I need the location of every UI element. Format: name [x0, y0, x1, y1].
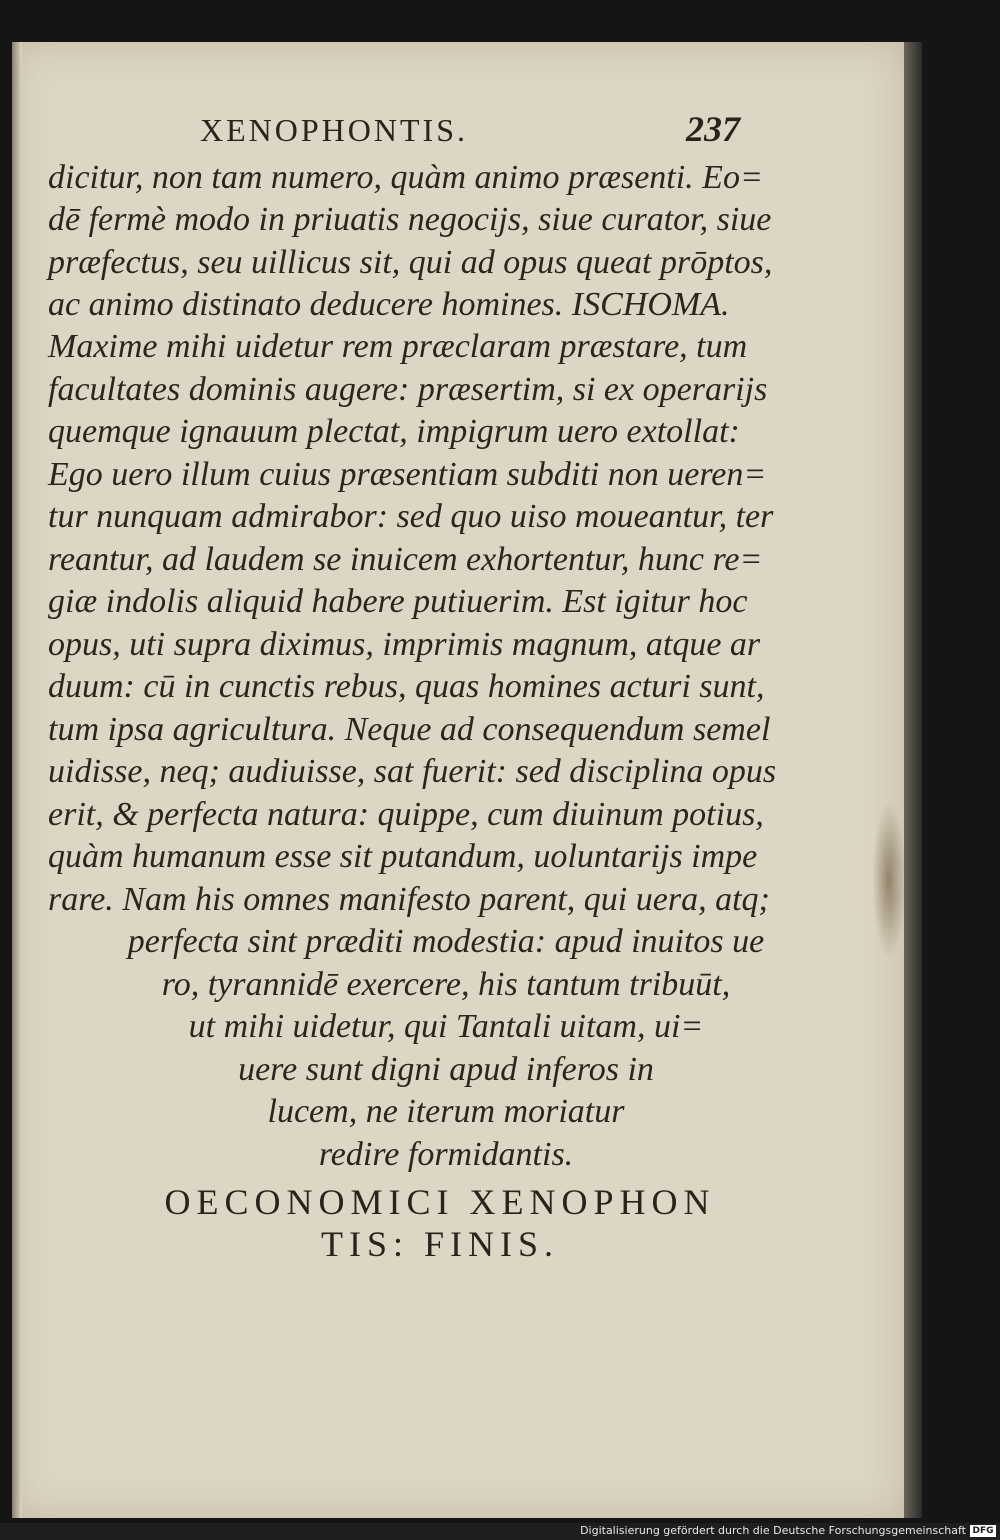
page-gutter	[12, 42, 22, 1518]
text-line: quemque ignauum plectat, impigrum uero extollat:	[48, 413, 740, 450]
dfg-logo-icon: DFG	[970, 1525, 996, 1537]
text-line: tum ipsa agricultura. Neque ad consequendum semel	[48, 711, 771, 748]
text-line: rare. Nam his omnes manifesto parent, qui uera, atq;	[48, 881, 770, 918]
funding-credit: Digitalisierung gefördert durch die Deutsche Forschungsgemeinschaft	[580, 1524, 966, 1537]
running-header	[200, 109, 740, 156]
text-line: opus, uti supra diximus, imprimis magnum, atque ar	[48, 626, 761, 663]
text-line: ac animo distinato deducere homines. ISCHOMA.	[48, 286, 730, 323]
text-line: dē fermè modo in priuatis negocijs, siue curator, siue	[48, 201, 772, 238]
taper-line: ro, tyrannidē exercere, his tantum tribuūt,	[161, 966, 731, 1003]
running-title: XENOPHONTIS.	[200, 112, 468, 148]
text-line: tur nunquam admirabor: sed quo uiso moueantur, ter	[48, 498, 774, 535]
text-line: reantur, ad laudem se inuicem exhortentur, hunc re=	[48, 541, 763, 578]
text-line: facultates dominis augere: præsertim, si ex operarijs	[48, 371, 768, 408]
page-number: 237	[686, 109, 740, 149]
page-edge-shadow	[904, 42, 922, 1518]
text-line: Maxime mihi uidetur rem præclaram præstare, tum	[48, 328, 748, 365]
text-line: erit, & perfecta natura: quippe, cum diuinum potius,	[48, 796, 764, 833]
text-line: giæ indolis aliquid habere putiuerim. Est igitur hoc	[48, 583, 748, 620]
colophon-line: TIS: FINIS.	[320, 1224, 560, 1264]
text-line: præfectus, seu uillicus sit, qui ad opus queat prōptos,	[48, 244, 773, 281]
colophon-line: OECONOMICI XENOPHON	[164, 1182, 716, 1222]
taper-line: ut mihi uidetur, qui Tantali uitam, ui=	[188, 1008, 704, 1045]
text-line: Ego uero illum cuius præsentiam subditi non ueren=	[48, 456, 767, 493]
text-line: dicitur, non tam numero, quàm animo præsenti. Eo=	[48, 159, 763, 196]
taper-line: uere sunt digni apud inferos in	[238, 1051, 654, 1088]
text-line: uidisse, neq; audiuisse, sat fuerit: sed disciplina opus	[48, 753, 777, 790]
taper-line: perfecta sint præditi modestia: apud inuitos ue	[127, 923, 765, 960]
text-line: quàm humanum esse sit putandum, uoluntarijs impe	[48, 838, 758, 875]
text-line: duum: cū in cunctis rebus, quas homines acturi sunt,	[48, 668, 765, 705]
taper-line: lucem, ne iterum moriatur	[267, 1093, 625, 1130]
taper-line: redire formidantis.	[318, 1136, 574, 1173]
